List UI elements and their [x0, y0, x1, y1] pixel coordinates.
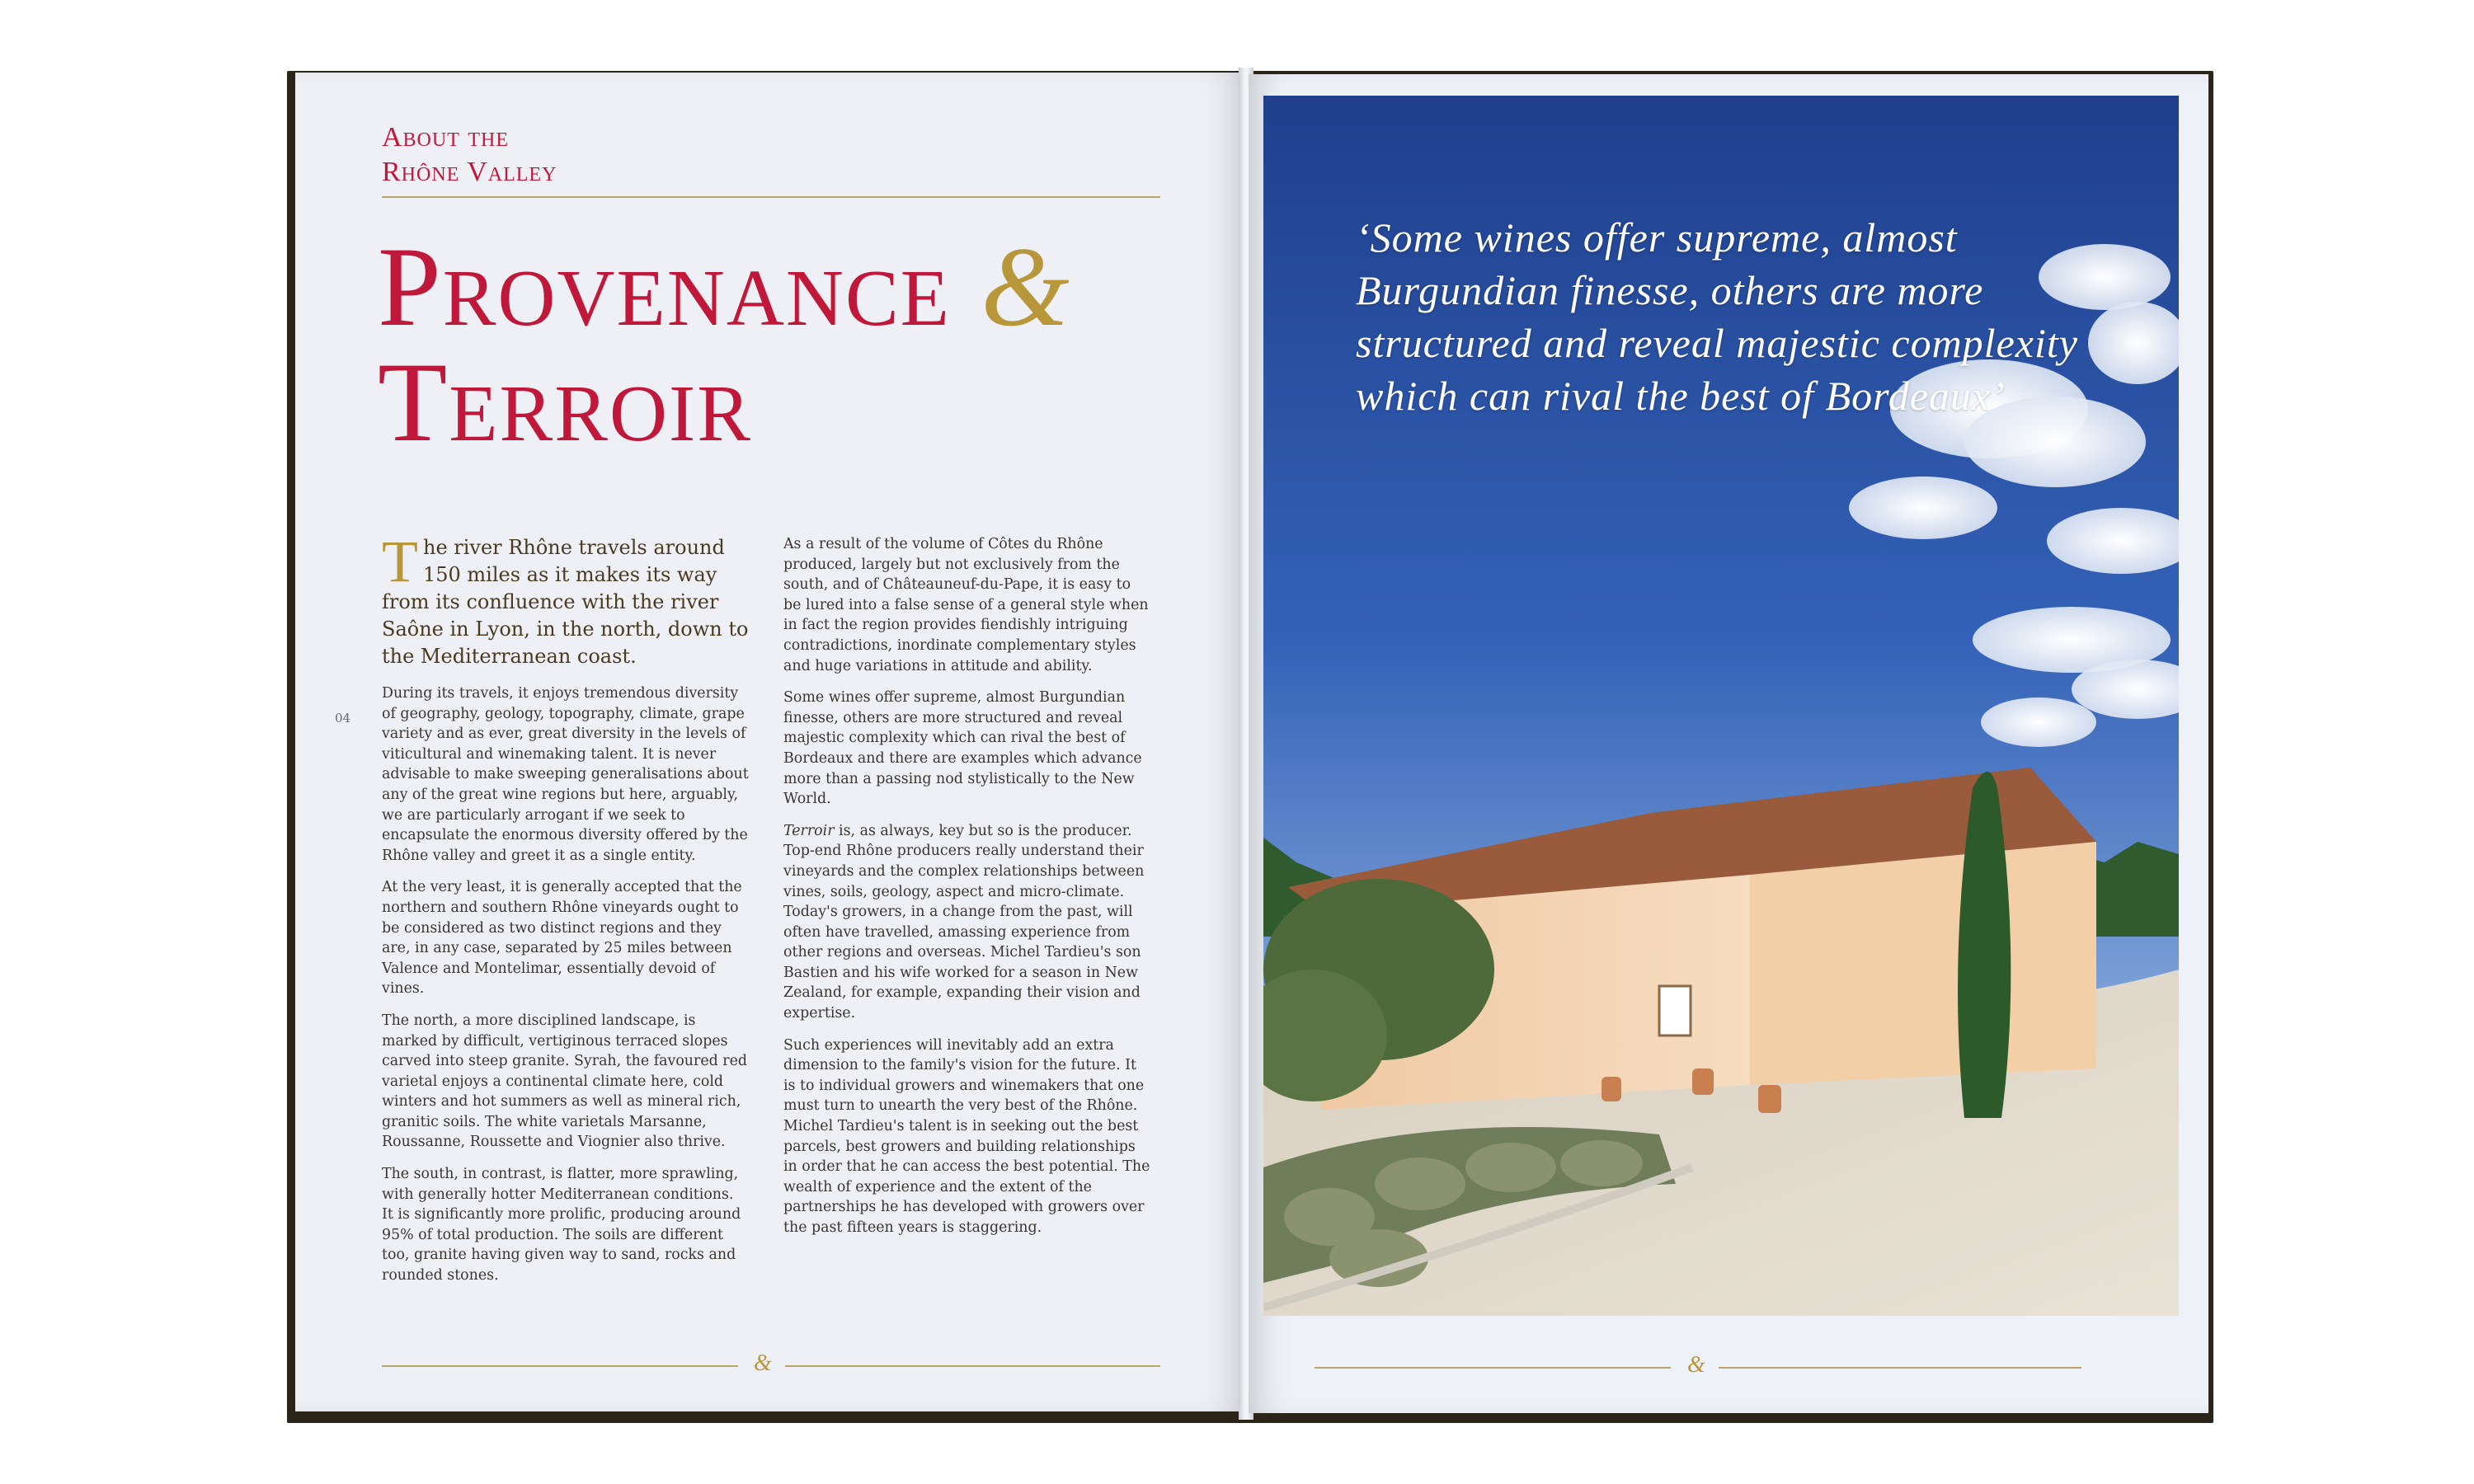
- page-number: 04: [335, 711, 351, 726]
- body-paragraph: At the very least, it is generally accepted that the northern and southern Rhône vineyards ought to be considered as two distinct regions and they are, in any case, separated by 25 miles between Valence and Montelimar, essentially devoid of vines.: [382, 879, 742, 998]
- body-paragraph: During its travels, it enjoys tremendous diversity of geography, geology, topography, climate, grape variety and as ever, great diversity in the levels of viticultural and winemaking talent. It is never advisable to make sweeping generalisations about any of the great wine regions but here, arguably, we are particularly arrogant if we seek to encapsulate the enormous diversity offered by the Rhône valley and greet it as a single entity.: [382, 685, 749, 864]
- kicker-line-2: Rhône Valley: [382, 157, 557, 187]
- footer-rule-left: [382, 1365, 738, 1367]
- body-paragraph: Such experiences will inevitably add an extra dimension to the family's vision for the future. It is to individual growers and winemakers that one must turn to unearth the very best of the Rhône. Michel Tardieu's talent is in seeking out the best parcels, best growers and building relationships in order that he can access the best potential. The wealth of experience and the extent of the partnerships he has developed with growers over the past fifteen years is staggering.: [783, 1036, 1150, 1236]
- chateau-photo: [1263, 96, 2179, 1316]
- brochure-spread: [290, 68, 2212, 1413]
- footer-rule-left: [1315, 1367, 1671, 1369]
- terroir-paragraph-rest: is, as always, key but so is the producer. Top-end Rhône producers really understand their vineyards and the complex relationships between vines, soils, geology, aspect and micro-climate. Today's growers, in a change from the past, will often have travelled, amassing experience from other regions and overseas. Michel Tardieu's son Bastien and his wife worked for a season in New Zealand, for example, expanding their vision and expertise.: [783, 822, 1145, 1022]
- body-paragraph: As a result of the volume of Côtes du Rhône produced, largely but not exclusively from the south, and of Châteauneuf-du-Pape, it is easy to be lured into a false sense of a general style when in fact the region provides fiendishly intriguing contradictions, inordinate complementary styles and huge variations in attitude and ability.: [783, 536, 1149, 674]
- text-column-1: [382, 528, 749, 1298]
- left-page: [295, 73, 1244, 1411]
- building-side: [1750, 842, 2096, 1085]
- right-page: [1249, 74, 2208, 1413]
- terroir-italic: Terroir: [783, 822, 835, 839]
- footer-ampersand-right: &: [1687, 1352, 1705, 1378]
- footer-rule-right: [1719, 1367, 2081, 1369]
- drop-cap: T: [382, 528, 418, 594]
- body-paragraph: Some wines offer supreme, almost Burgundian finesse, others are more structured and reveal majestic complexity which can rival the best of Bordeaux and there are examples which advance more than a passing nod stylistically to the New World.: [783, 689, 1142, 808]
- header-rule: [382, 196, 1160, 198]
- body-paragraph: The south, in contrast, is flatter, more sprawling, with generally hotter Mediterranean conditions. It is significantly more prolific, producing around 95% of total production. The soils are different too, granite having given way to sand, rocks and rounded stones.: [382, 1166, 741, 1284]
- title-word-provenance: Provenance: [378, 223, 951, 350]
- title-word-terroir: Terroir: [378, 339, 752, 465]
- body-paragraph: The north, a more disciplined landscape, is marked by difficult, vertiginous terraced slopes carved into steep granite. Syrah, the favoured red varietal enjoys a continental climate here, cold winters and hot summers as well as mineral rich, granitic soils. The white varietals Marsanne, Roussanne, Roussette and Viognier also thrive.: [382, 1012, 748, 1151]
- lead-paragraph: [382, 528, 749, 670]
- title-ampersand: &: [981, 223, 1071, 350]
- page-title: [378, 223, 1071, 465]
- body-paragraph: [783, 821, 1150, 1024]
- pull-quote: ‘Some wines offer supreme, almost Burgundian finesse, others are more structured and reveal majestic complexity which can rival the best of Bordeaux’: [1356, 214, 2078, 419]
- footer-rule-right: [785, 1365, 1160, 1367]
- footer-ampersand-left: &: [754, 1350, 772, 1376]
- kicker-line-1: About the: [382, 122, 510, 153]
- lead-text: he river Rhône travels around 150 miles as it makes its way from its confluence with the river Saône in Lyon, in the north, down to the Mediterranean coast.: [382, 536, 749, 668]
- text-column-2: [783, 534, 1150, 1250]
- window: [1659, 986, 1691, 1036]
- section-kicker: [382, 120, 557, 190]
